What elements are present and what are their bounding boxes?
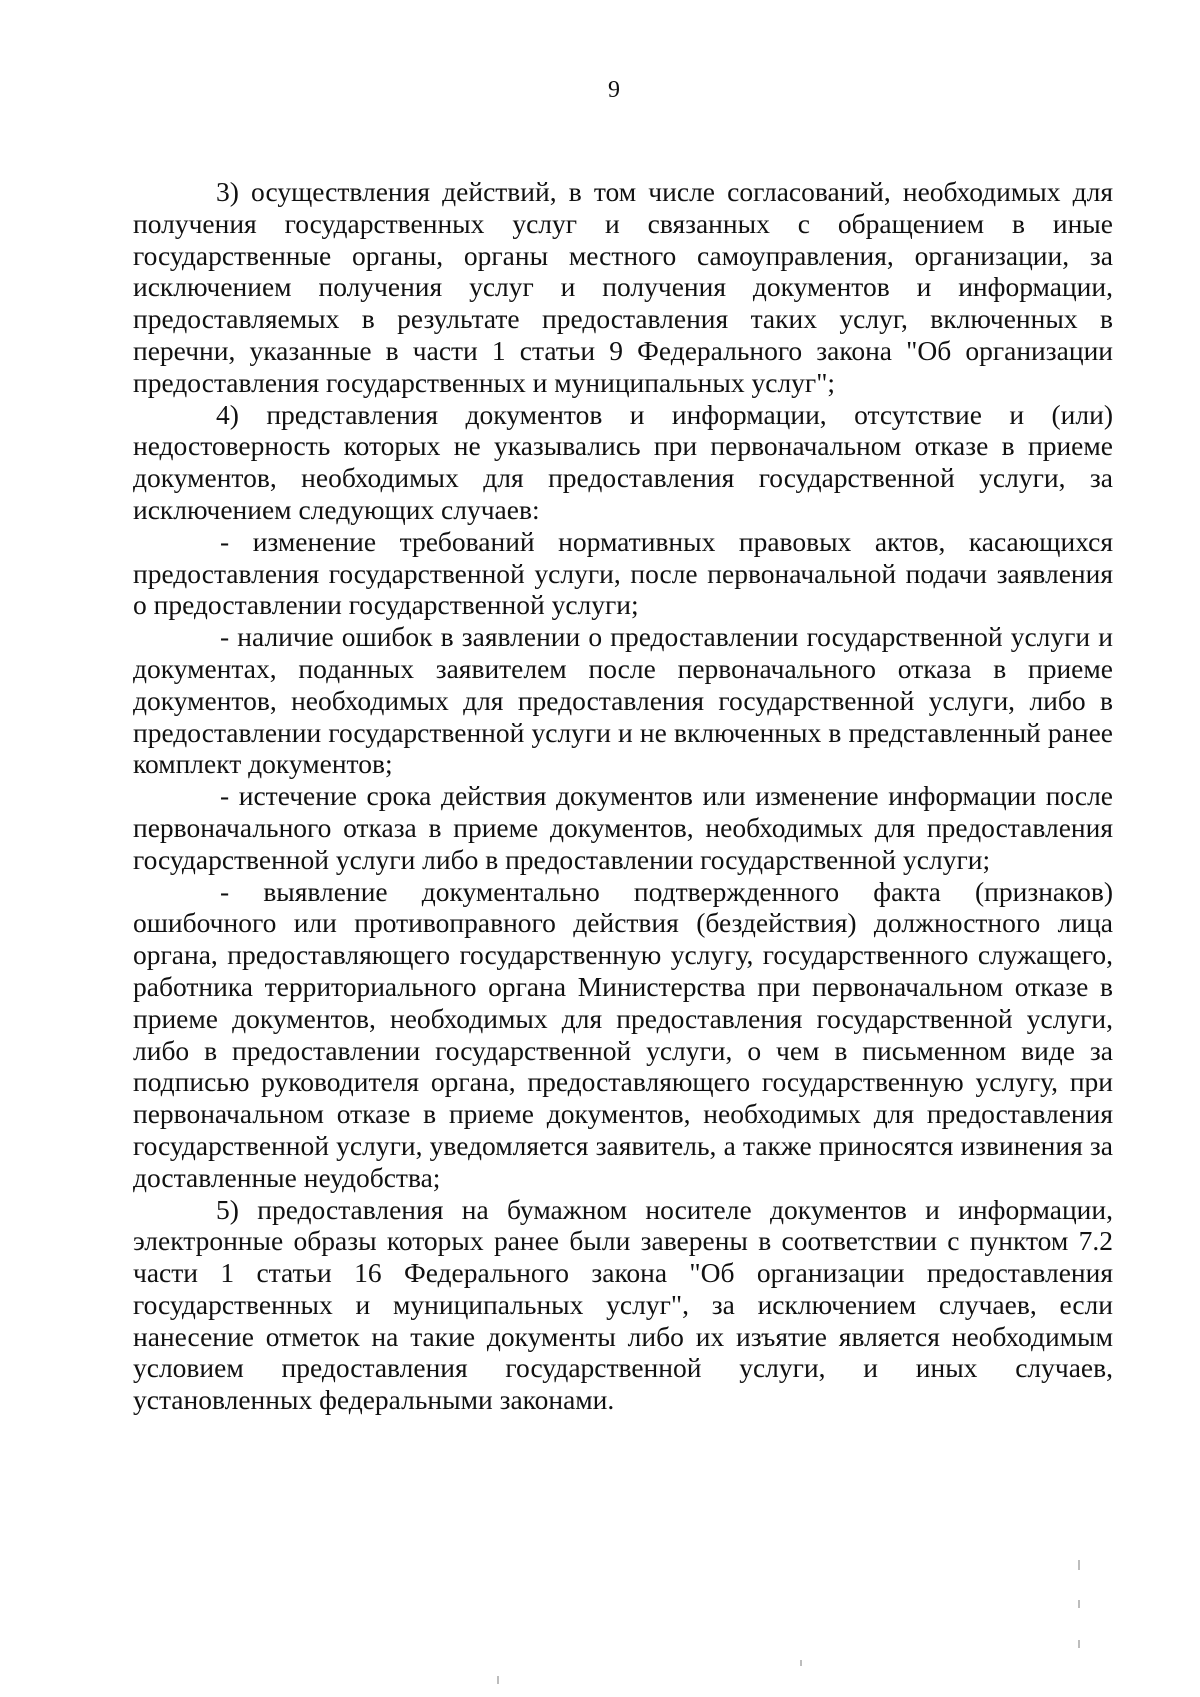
scan-artifact [1078,1560,1080,1570]
paragraph-item-5: 5) предоставления на бумажном носителе документов и информации, электронные образы которых ранее были заверены в соответствии с пунктом 7.2 части 1 статьи 16 Федерального закона "Об организации предоставления государственных и муниципальных услуг", за исключением случаев, если нанесение отметок на такие документы либо их изъятие является необходимым условием предоставления государственной услуги, и иных случаев, установленных федеральными законами. [133,1193,1113,1416]
paragraph-dash-official-error: - выявление документально подтвержденного факта (признаков) ошибочного или противоправного действия (бездействия) должностного лица органа, предоставляющего государственную услугу, государственного служащего, работника территориального органа Министерства при первоначальном отказе в приеме документов, необходимых для предоставления государственной услуги, либо в предоставлении государственной услуги, о чем в письменном виде за подписью руководителя органа, предоставляющего государственную услугу, при первоначальном отказе в приеме документов, необходимых для предоставления государственной услуги, уведомляется заявитель, а также приносятся извинения за доставленные неудобства; [133,875,1113,1193]
paragraph-item-4: 4) представления документов и информации, отсутствие и (или) недостоверность которых не указывались при первоначальном отказе в приеме документов, необходимых для предоставления государственной услуги, за исключением следующих случаев: [133,398,1113,525]
scan-artifact [1078,1600,1080,1608]
paragraph-dash-errors-in-application: - наличие ошибок в заявлении о предоставлении государственной услуги и документах, поданных заявителем после первоначального отказа в приеме документов, необходимых для предоставления государственной услуги, либо в предоставлении государственной услуги и не включенных в представленный ранее комплект документов; [133,621,1113,780]
paragraph-dash-document-expiry: - истечение срока действия документов или изменение информации после первоначального отказа в приеме документов, необходимых для предоставления государственной услуги либо в предоставлении государственной услуги; [133,780,1113,875]
scan-artifact [497,1676,499,1684]
scan-artifact [1078,1640,1080,1648]
page-number: 9 [608,77,620,103]
paragraph-item-3: 3) осуществления действий, в том числе согласований, необходимых для получения государственных услуг и связанных с обращением в иные государственные органы, органы местного самоуправления, организации, за исключением получения услуг и получения документов и информации, предоставляемых в результате предоставления таких услуг, включенных в перечни, указанные в части 1 статьи 9 Федерального закона "Об организации предоставления государственных и муниципальных услуг"; [133,176,1113,398]
scan-artifact [800,1660,802,1666]
document-body [133,176,1113,1416]
paragraph-dash-requirements-change: - изменение требований нормативных правовых актов, касающихся предоставления государственной услуги, после первоначальной подачи заявления о предоставлении государственной услуги; [133,525,1113,621]
